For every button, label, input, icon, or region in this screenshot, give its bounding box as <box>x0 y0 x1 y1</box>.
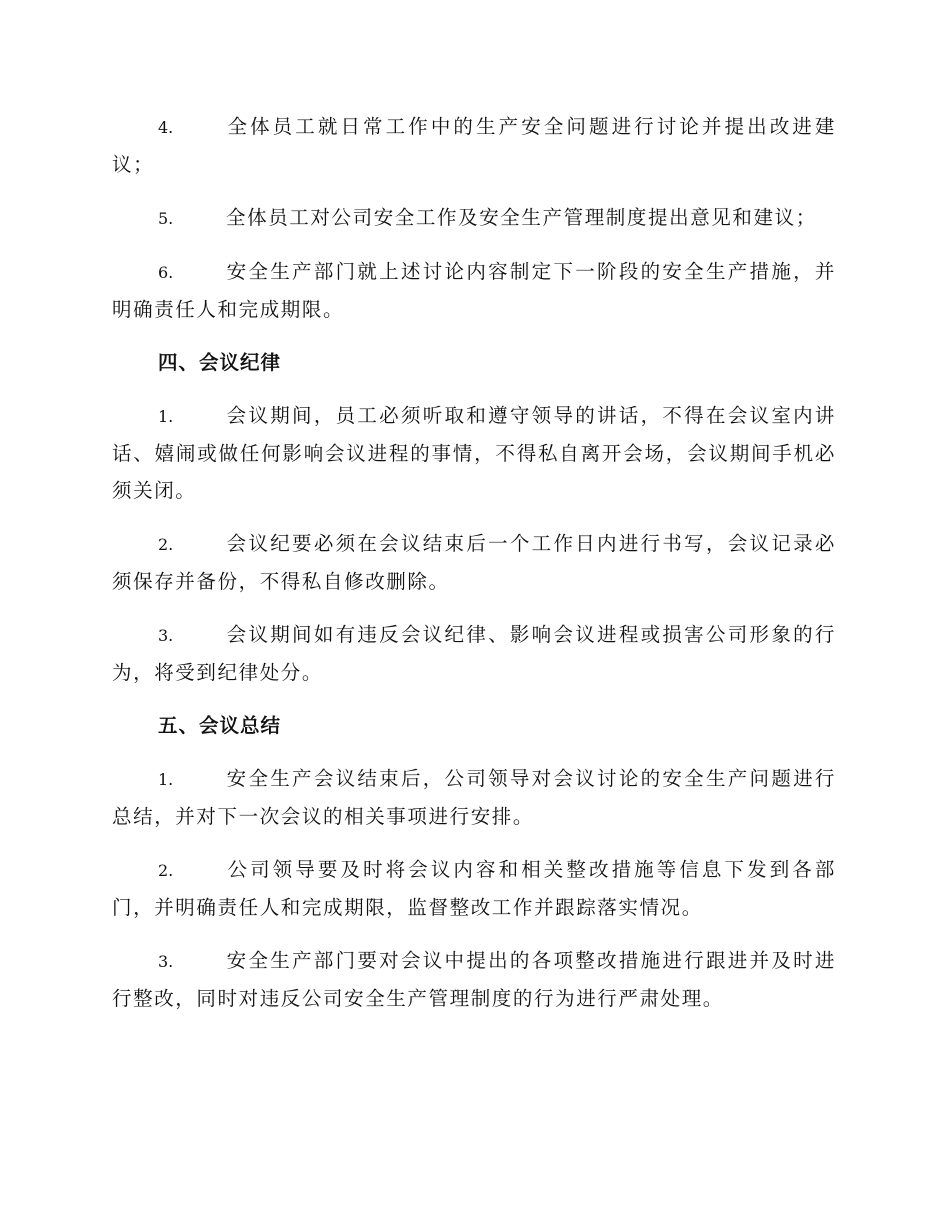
item-text: 会议期间，员工必须听取和遵守领导的讲话，不得在会议室内讲话、嬉闹或做任何影响会议进程的事情，不得私自离开会场，会议期间手机必须关闭。 <box>112 404 836 502</box>
item-text: 会议纪要必须在会议结束后一个工作日内进行书写，会议记录必须保存并备份，不得私自修改删除。 <box>112 532 836 593</box>
item-number: 2. <box>158 861 174 880</box>
list-item <box>112 199 836 237</box>
item-number: 3. <box>158 626 174 645</box>
list-item <box>112 253 836 328</box>
item-number: 3. <box>158 952 174 971</box>
item-number: 2. <box>158 535 174 554</box>
list-item <box>112 397 836 509</box>
item-text: 公司领导要及时将会议内容和相关整改措施等信息下发到各部门，并明确责任人和完成期限，监督整改工作并跟踪落实情况。 <box>112 858 836 919</box>
item-number: 4. <box>158 118 174 137</box>
document-body <box>112 108 836 1033</box>
list-item <box>112 851 836 926</box>
section-heading-meeting-discipline: 四、会议纪律 <box>158 351 282 374</box>
item-number: 1. <box>158 770 174 789</box>
list-item <box>112 760 836 835</box>
item-number: 5. <box>158 209 174 228</box>
item-text: 安全生产部门要对会议中提出的各项整改措施进行跟进并及时进行整改，同时对违反公司安全生产管理制度的行为进行严肃处理。 <box>112 949 836 1010</box>
item-number: 1. <box>158 407 174 426</box>
item-text: 安全生产会议结束后，公司领导对会议讨论的安全生产问题进行总结，并对下一次会议的相关事项进行安排。 <box>112 767 836 828</box>
item-number: 6. <box>158 263 174 282</box>
section-heading-meeting-summary: 五、会议总结 <box>158 714 282 737</box>
item-text: 全体员工对公司安全工作及安全生产管理制度提出意见和建议； <box>226 206 817 229</box>
item-text: 会议期间如有违反会议纪律、影响会议进程或损害公司形象的行为，将受到纪律处分。 <box>112 623 836 684</box>
list-item <box>112 616 836 691</box>
list-item <box>112 108 836 183</box>
list-item <box>112 525 836 600</box>
item-text: 安全生产部门就上述讨论内容制定下一阶段的安全生产措施，并明确责任人和完成期限。 <box>112 260 836 321</box>
item-text: 全体员工就日常工作中的生产安全问题进行讨论并提出改进建议； <box>112 115 836 176</box>
list-item <box>112 942 836 1017</box>
